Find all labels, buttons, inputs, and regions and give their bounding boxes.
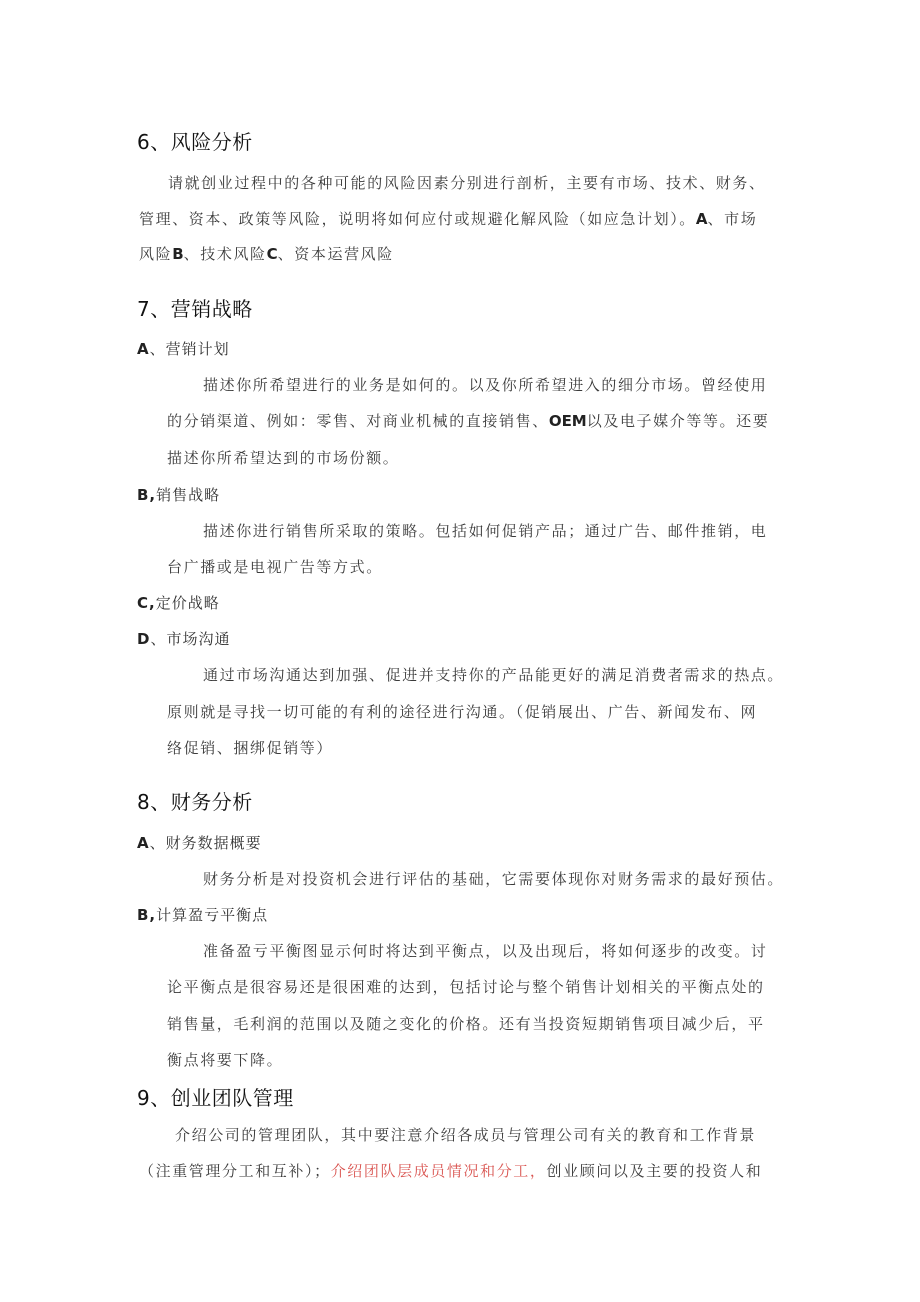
sec7-subheading-c: C,定价战略 [137, 594, 220, 612]
sec8-b-line-1: 准备盈亏平衡图显示何时将达到平衡点，以及出现后，将如何逐步的改变。讨 [203, 942, 768, 960]
sec8-a-line-1: 财务分析是对投资机会进行评估的基础，它需要体现你对财务需求的最好预估。 [203, 870, 785, 888]
sec7-a-line-3: 描述你所希望达到的市场份额。 [167, 449, 400, 467]
sec6-line-2: 管理、资本、政策等风险，说明将如何应付或规避化解风险（如应急计划）。A、市场 [139, 210, 758, 228]
sec7-subheading-b: B,销售战略 [137, 486, 221, 504]
sec6-line-3: 风险B、技术风险C、资本运营风险 [139, 245, 394, 263]
sec7-d-line-1: 通过市场沟通达到加强、促进并支持你的产品能更好的满足消费者需求的热点。 [203, 666, 785, 684]
sec7-subheading-a: A、营销计划 [137, 340, 230, 358]
sec7-a-line-2: 的分销渠道、例如：零售、对商业机械的直接销售、OEM以及电子媒介等等。还要 [167, 412, 770, 430]
section-8-heading: 8、财务分析 [137, 790, 253, 814]
sec8-subheading-a: A、财务数据概要 [137, 834, 262, 852]
section-6-heading: 6、风险分析 [137, 130, 253, 154]
sec7-a-line-1: 描述你所希望进行的业务是如何的。以及你所希望进入的细分市场。曾经使用 [203, 376, 768, 394]
sec8-b-line-4: 衡点将要下降。 [167, 1051, 284, 1069]
sec8-b-line-2: 论平衡点是很容易还是很困难的达到，包括讨论与整个销售计划相关的平衡点处的 [167, 978, 765, 996]
sec7-d-line-3: 络促销、捆绑促销等） [167, 739, 334, 757]
sec8-subheading-b: B,计算盈亏平衡点 [137, 906, 269, 924]
sec8-b-line-3: 销售量，毛利润的范围以及随之变化的价格。还有当投资短期销售项目减少后，平 [167, 1015, 765, 1033]
sec7-d-line-2: 原则就是寻找一切可能的有利的途径进行沟通。（促销展出、广告、新闻发布、网 [167, 703, 758, 721]
sec6-line-1: 请就创业过程中的各种可能的风险因素分别进行剖析，主要有市场、技术、财务、 [168, 174, 766, 192]
section-7-heading: 7、营销战略 [137, 297, 253, 321]
sec9-line-1: 介绍公司的管理团队，其中要注意介绍各成员与管理公司有关的教育和工作背景 [175, 1126, 757, 1144]
sec9-line-2: （注重管理分工和互补）；介绍团队层成员情况和分工，创业顾问以及主要的投资人和 [139, 1162, 763, 1180]
sec7-b-line-1: 描述你进行销售所采取的策略。包括如何促销产品；通过广告、邮件推销，电 [203, 522, 768, 540]
highlighted-text: 介绍团队层成员情况和分工， [330, 1162, 547, 1180]
section-9-heading: 9、创业团队管理 [137, 1086, 294, 1110]
sec7-subheading-d: D、市场沟通 [137, 630, 231, 648]
sec7-b-line-2: 台广播或是电视广告等方式。 [167, 558, 383, 576]
